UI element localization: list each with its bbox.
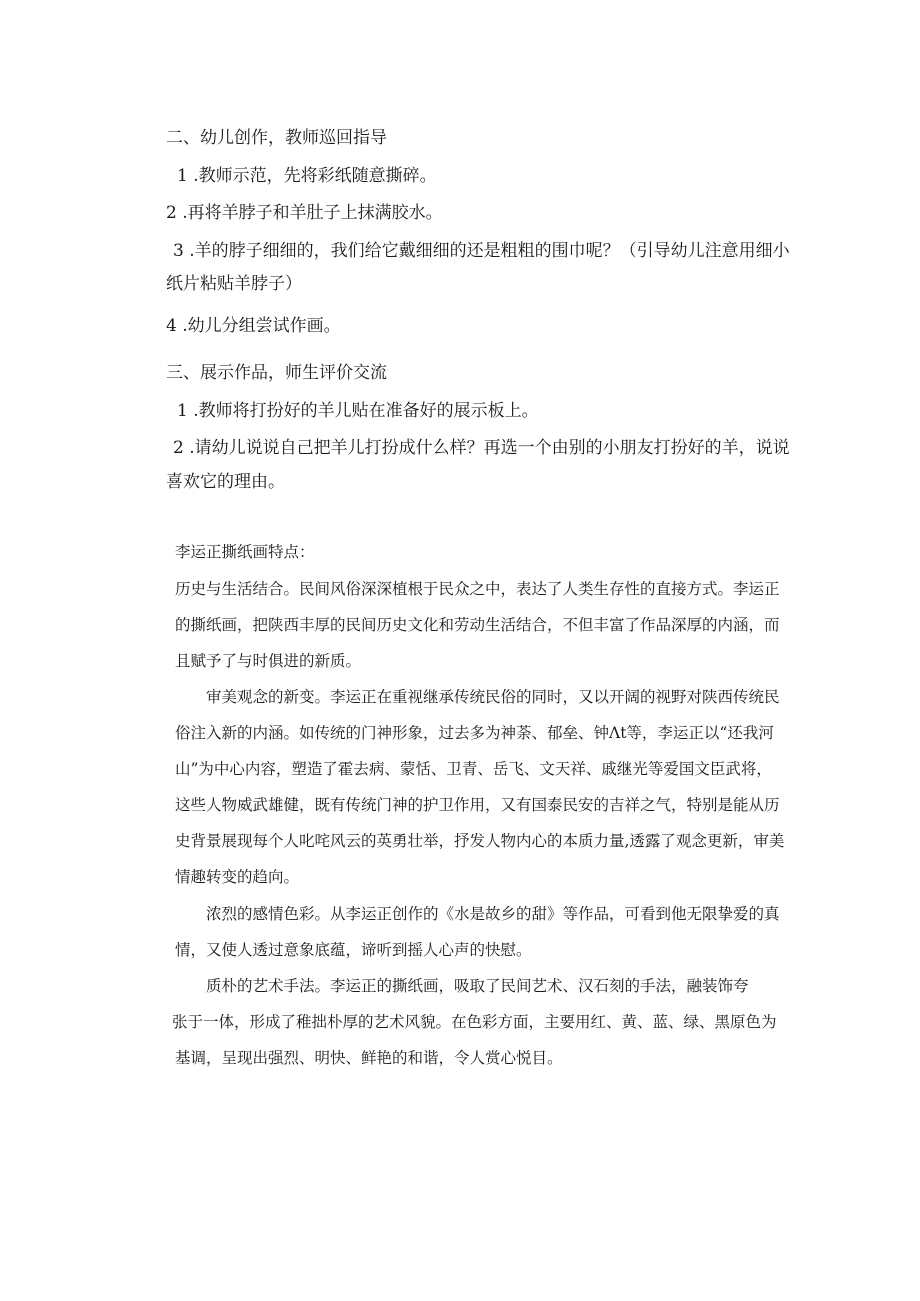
features-p2-line5: 史背景展现每个人叱咤风云的英勇壮举，抒发人物内心的本质力量,透露了观念更新，审美 bbox=[175, 832, 785, 850]
section3-step2-line2: 喜欢它的理由。 bbox=[166, 472, 285, 492]
section2-heading: 二、幼儿创作，教师巡回指导 bbox=[166, 128, 387, 148]
section3-step1: 1 .教师将打扮好的羊儿贴在准备好的展示板上。 bbox=[177, 401, 539, 421]
features-p4-line2: 张于一体，形成了稚拙朴厚的艺术风貌。在色彩方面，主要用红、黄、蓝、绿、黑原色为 bbox=[172, 1013, 777, 1031]
section2-step4: 4 .幼儿分组尝试作画。 bbox=[166, 316, 341, 336]
section2-step1: 1 .教师示范，先将彩纸随意撕碎。 bbox=[177, 166, 437, 186]
features-p4-line1: 质朴的艺术手法。李运正的撕纸画，吸取了民间艺术、汉石刻的手法，融装饰夸 bbox=[206, 977, 749, 995]
features-title: 李运正撕纸画特点： bbox=[175, 543, 315, 561]
features-p1-line3: 且赋予了与时俱进的新质。 bbox=[175, 652, 362, 670]
features-p2-line1: 审美观念的新变。李运正在重视继承传统民俗的同时，又以开阔的视野对陕西传统民 bbox=[206, 688, 780, 706]
features-p4-line3: 基调，呈现出强烈、明快、鲜艳的和谐，令人赏心悦目。 bbox=[175, 1049, 563, 1067]
section3-step2-line1: 2 .请幼儿说说自己把羊儿打扮成什么样？再选一个由别的小朋友打扮好的羊，说说 bbox=[173, 438, 790, 458]
features-p2-line2: 俗注入新的内涵。如传统的门神形象，过去多为神荼、郁垒、钟Λt等，李运正以“还我河 bbox=[175, 724, 774, 742]
features-p3-line2: 情，又使人透过意象底蕴，谛听到摇人心声的快慰。 bbox=[175, 941, 532, 959]
features-p2-line4: 这些人物威武雄健，既有传统门神的护卫作用，又有国泰民安的吉祥之气，特别是能从历 bbox=[175, 796, 780, 814]
section2-step2: 2 .再将羊脖子和羊肚子上抹满胶水。 bbox=[166, 203, 443, 223]
features-p2-line3: 山”为中心内容，塑造了霍去病、蒙恬、卫青、岳飞、文天祥、戚继光等爱国文臣武将， bbox=[175, 760, 772, 778]
features-p3-line1: 浓烈的感情色彩。从李运正创作的《水是故乡的甜》等作品，可看到他无限挚爱的真 bbox=[206, 905, 780, 923]
features-p1-line1: 历史与生活结合。民间风俗深深植根于民众之中，表达了人类生存性的直接方式。李运正 bbox=[175, 580, 780, 598]
section2-step3-line1: 3 .羊的脖子细细的，我们给它戴细细的还是粗粗的围巾呢？（引导幼儿注意用细小 bbox=[173, 241, 790, 261]
features-p2-line6: 情趣转变的趋向。 bbox=[175, 868, 300, 886]
section3-heading: 三、展示作品，师生评价交流 bbox=[166, 363, 387, 383]
features-p1-line2: 的撕纸画，把陕西丰厚的民间历史文化和劳动生活结合，不但丰富了作品深厚的内涵，而 bbox=[175, 616, 780, 634]
section2-step3-line2: 纸片粘贴羊脖子） bbox=[166, 274, 302, 294]
